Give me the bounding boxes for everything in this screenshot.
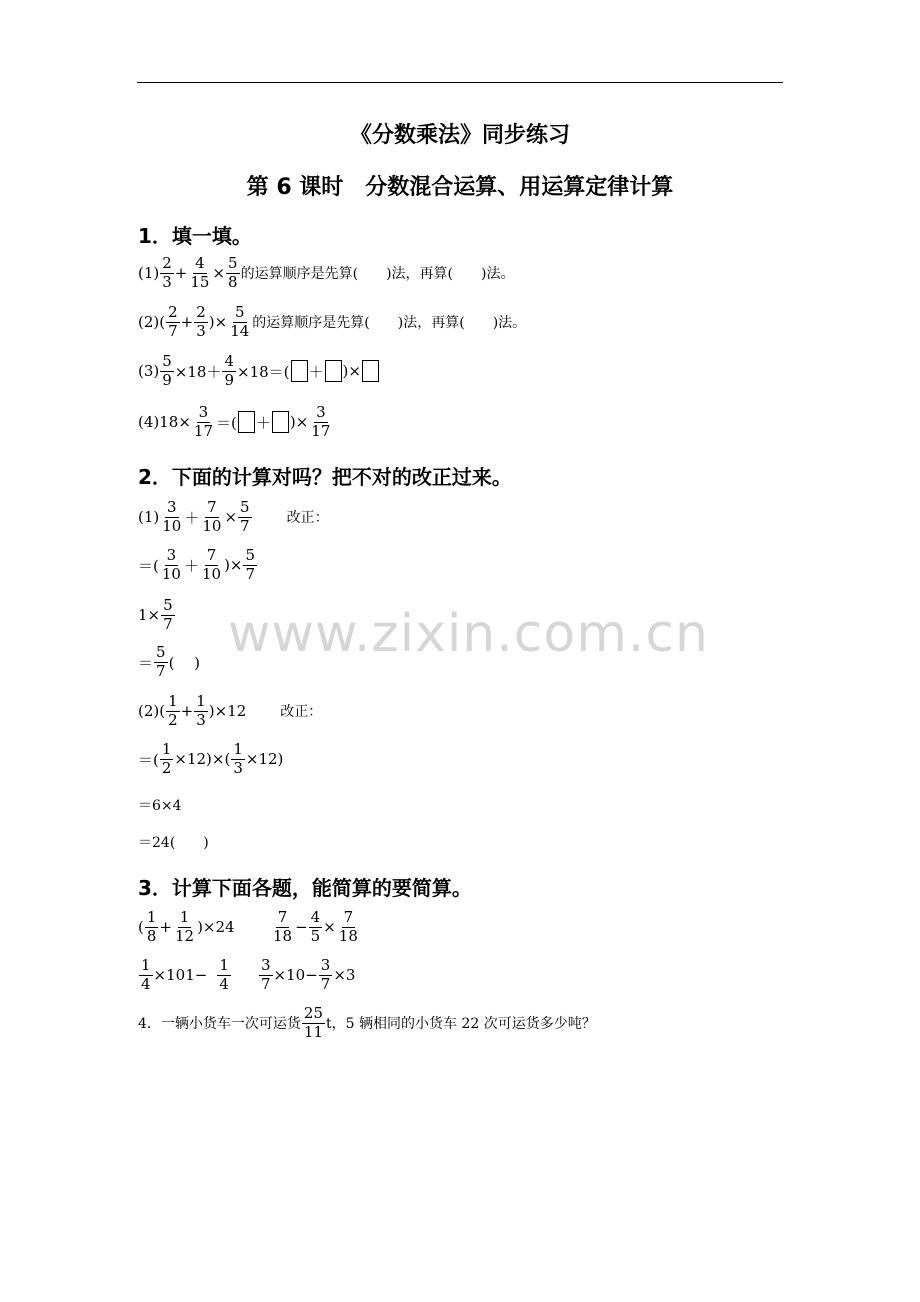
s3-expr-4 xyxy=(258,958,355,993)
fraction: $\frac{1}{2}$ xyxy=(161,740,172,777)
operator: × xyxy=(323,918,336,937)
expression-text: ×18＋ xyxy=(174,362,222,381)
fraction: $\frac{2}{7}$ xyxy=(168,303,178,340)
operator: × xyxy=(224,508,238,527)
s1-q2 xyxy=(138,305,526,340)
operator: − xyxy=(295,918,308,937)
fraction: $\frac{5}{8}$ xyxy=(228,254,238,291)
expression-text: ×12) xyxy=(245,750,284,769)
fraction: $\frac{3}{17}$ xyxy=(311,403,331,440)
question-text: 4．一辆小货车一次可运货 xyxy=(138,1016,301,1033)
question-text: 的运算顺序是先算( xyxy=(240,266,359,283)
paren: ( xyxy=(138,918,144,937)
expression-text: ＝ xyxy=(138,653,154,672)
answer-box[interactable] xyxy=(362,360,379,382)
expression-text: ×18＝( xyxy=(237,362,290,381)
page-title: 《分数乘法》同步练习 xyxy=(349,123,570,148)
fraction: $\frac{3}{17}$ xyxy=(193,403,213,440)
s1-q4 xyxy=(138,405,333,440)
fraction: $\frac{25}{11}$ xyxy=(303,1004,324,1041)
question-text: )法。 xyxy=(481,266,515,283)
answer-blank[interactable] xyxy=(465,312,493,332)
fraction: $\frac{4}{5}$ xyxy=(310,908,321,945)
fraction: $\frac{1}{12}$ xyxy=(174,908,195,945)
s2-p1-line1 xyxy=(138,500,329,535)
question-text: )法。 xyxy=(492,315,527,332)
s2-p2-line2 xyxy=(138,742,283,777)
fraction: $\frac{5}{7}$ xyxy=(245,546,256,583)
operator: + xyxy=(180,702,194,721)
expression-text: ×101− xyxy=(153,966,208,985)
s3-expr-2 xyxy=(270,910,361,945)
fraction: $\frac{1}{4}$ xyxy=(141,956,151,993)
paren: ( xyxy=(159,702,166,721)
fraction: $\frac{1}{2}$ xyxy=(168,692,178,729)
expression-text: ×10− xyxy=(273,966,318,985)
answer-box[interactable] xyxy=(291,360,308,382)
question-text: t，5 辆相同的小货车 22 次可运货多少吨？ xyxy=(326,1016,596,1033)
s2-p2-line4: ＝24( ) xyxy=(138,835,209,851)
paren: ( xyxy=(159,313,166,332)
operator: + xyxy=(180,313,194,332)
operator: ＋ xyxy=(308,362,324,381)
fraction: $\frac{5}{7}$ xyxy=(240,498,250,535)
q-label: (1) xyxy=(138,508,160,527)
fraction: $\frac{4}{9}$ xyxy=(224,352,234,389)
fraction: $\frac{3}{7}$ xyxy=(261,956,271,993)
section-2-heading: 2．下面的计算对吗？把不对的改正过来。 xyxy=(138,465,512,489)
section-1-heading: 1．填一填。 xyxy=(138,224,252,248)
question-text: 的运算顺序是先算( xyxy=(252,315,370,332)
correction-label: 改正： xyxy=(286,510,329,527)
section-3-heading: 3．计算下面各题，能简算的要简算。 xyxy=(138,876,472,900)
expression-text: ＝( xyxy=(138,556,159,575)
s2-p2-line3: ＝6×4 xyxy=(138,798,182,814)
expression-text: 18× xyxy=(159,413,191,432)
operator: )× xyxy=(224,556,243,575)
fraction: $\frac{3}{7}$ xyxy=(320,956,331,993)
expression-text: )×24 xyxy=(197,918,235,937)
correction-label: 改正： xyxy=(280,704,323,721)
operator: + xyxy=(159,918,172,937)
q-label: (3) xyxy=(138,362,160,381)
expression-text: )× xyxy=(289,413,309,432)
watermark: www.zixin.com.cn xyxy=(228,604,709,664)
fraction: $\frac{5}{7}$ xyxy=(163,596,173,633)
fraction: $\frac{3}{10}$ xyxy=(161,546,181,583)
s4-question xyxy=(138,1006,596,1041)
answer-box[interactable] xyxy=(238,411,255,433)
expression-text: ＝( xyxy=(216,413,237,432)
fraction: $\frac{5}{7}$ xyxy=(156,643,166,680)
answer-blank[interactable] xyxy=(453,263,481,283)
operator: × xyxy=(212,264,226,283)
s2-p1-line2 xyxy=(138,548,258,583)
question-text: )法，再算( xyxy=(386,266,453,283)
fraction: $\frac{2}{3}$ xyxy=(196,303,206,340)
operator: + xyxy=(174,264,188,283)
q-label: (1) xyxy=(138,264,160,283)
expression-text: ×3 xyxy=(333,966,356,985)
answer-box[interactable] xyxy=(272,411,289,433)
expression-text: ×12)×( xyxy=(174,750,231,769)
answer-blank[interactable] xyxy=(370,312,398,332)
fraction: $\frac{1}{4}$ xyxy=(219,956,229,993)
operator: )× xyxy=(208,313,228,332)
expression-text: ＝( xyxy=(138,750,159,769)
s1-q1 xyxy=(138,256,514,291)
fraction: $\frac{7}{18}$ xyxy=(273,908,293,945)
fraction: $\frac{5}{14}$ xyxy=(230,303,250,340)
operator: ＋ xyxy=(183,556,199,575)
question-text: )法，再算( xyxy=(397,315,465,332)
expression-text: 1× xyxy=(138,606,161,625)
s3-expr-1 xyxy=(138,910,235,945)
operator: ＋ xyxy=(255,413,271,432)
fraction: $\frac{7}{10}$ xyxy=(201,546,222,583)
fraction: $\frac{2}{3}$ xyxy=(162,254,172,291)
fraction: $\frac{5}{9}$ xyxy=(162,352,172,389)
fraction: $\frac{3}{10}$ xyxy=(162,498,182,535)
q-label: (2) xyxy=(138,702,160,721)
answer-box[interactable] xyxy=(325,360,342,382)
expression-text: )×12 xyxy=(208,702,247,721)
s2-p2-line1 xyxy=(138,694,322,729)
fraction: $\frac{1}{8}$ xyxy=(146,908,157,945)
fraction: $\frac{1}{3}$ xyxy=(196,692,206,729)
s2-p1-line4 xyxy=(138,645,200,680)
s2-p1-line3 xyxy=(138,598,176,633)
q-label: (2) xyxy=(138,313,160,332)
answer-blank[interactable] xyxy=(358,263,386,283)
header-rule xyxy=(137,82,783,83)
fraction: $\frac{7}{18}$ xyxy=(338,908,358,945)
judgement-blank[interactable]: ( ) xyxy=(168,653,201,672)
fraction: $\frac{7}{10}$ xyxy=(202,498,222,535)
s3-expr-3 xyxy=(138,958,232,993)
expression-text: )× xyxy=(342,362,361,381)
operator: ＋ xyxy=(184,508,200,527)
q-label: (4) xyxy=(138,413,160,432)
fraction: $\frac{4}{15}$ xyxy=(190,254,210,291)
lesson-subtitle: 第 6 课时 分数混合运算、用运算定律计算 xyxy=(246,175,674,200)
fraction: $\frac{1}{3}$ xyxy=(233,740,243,777)
s1-q3 xyxy=(138,354,380,389)
